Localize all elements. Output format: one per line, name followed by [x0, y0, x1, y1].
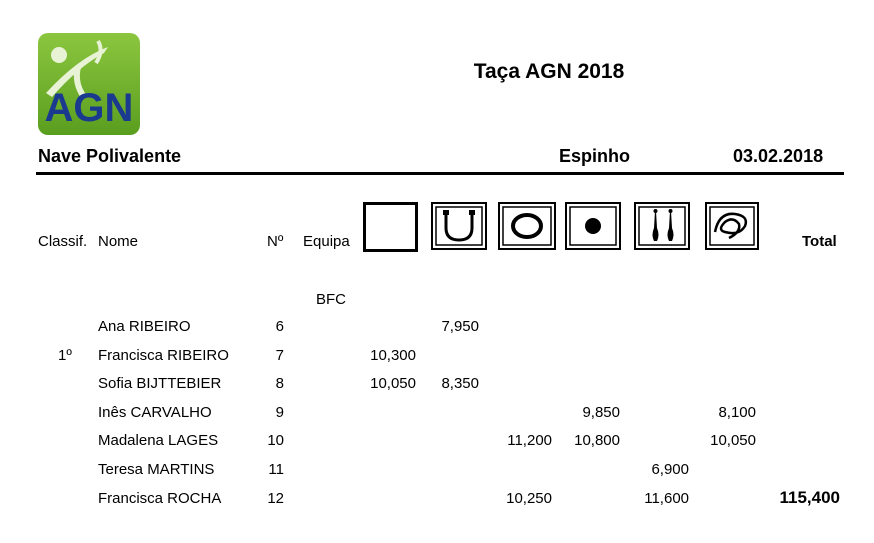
col-team-header: Equipa — [303, 233, 350, 250]
row-number: 12 — [267, 490, 284, 507]
row-name: Teresa MARTINS — [98, 461, 215, 478]
row-score: 10,300 — [370, 347, 416, 364]
row-name: Francisca ROCHA — [98, 490, 222, 507]
col-number-header: Nº — [267, 233, 284, 250]
clubs-icon — [634, 202, 690, 255]
row-score: 8,100 — [718, 404, 756, 421]
row-score: 11,600 — [644, 490, 689, 507]
row-name: Francisca RIBEIRO — [98, 347, 229, 364]
col-name-header: Nome — [98, 233, 139, 250]
ribbon-icon — [705, 202, 759, 255]
svg-text:AGN: AGN — [44, 86, 134, 130]
page-title: Taça AGN 2018 — [473, 60, 625, 83]
row-score: 6,900 — [651, 461, 689, 478]
row-score: 10,050 — [370, 375, 416, 392]
row-score: 7,950 — [441, 318, 479, 335]
row-number: 11 — [268, 461, 284, 478]
row-name: Inês CARVALHO — [98, 404, 212, 421]
grand-total: 115,400 — [779, 488, 840, 507]
header-divider — [36, 172, 844, 175]
square-icon — [363, 202, 418, 257]
col-total-header: Total — [802, 233, 837, 250]
row-name: Sofia BIJTTEBIER — [98, 375, 222, 392]
row-number: 9 — [275, 404, 284, 421]
agn-logo — [38, 33, 140, 135]
row-number: 7 — [275, 347, 284, 364]
col-classif-header: Classif. — [38, 233, 88, 250]
city-label: Espinho — [559, 146, 630, 166]
row-score: 11,200 — [507, 432, 552, 449]
row-number: 10 — [267, 432, 284, 449]
row-name: Madalena LAGES — [98, 432, 219, 449]
row-number: 6 — [275, 318, 284, 335]
venue-label: Nave Polivalente — [38, 146, 182, 166]
row-classif: 1º — [58, 347, 72, 364]
row-score: 10,250 — [506, 490, 552, 507]
row-score: 8,350 — [441, 375, 479, 392]
hoop-icon — [498, 202, 556, 255]
team-label: BFC — [316, 291, 346, 308]
ball-icon — [565, 202, 621, 255]
row-score: 10,800 — [574, 432, 620, 449]
row-name: Ana RIBEIRO — [98, 318, 191, 335]
row-number: 8 — [275, 375, 284, 392]
date-label: 03.02.2018 — [733, 146, 824, 166]
row-score: 9,850 — [582, 404, 620, 421]
rope-icon — [431, 202, 487, 255]
row-score: 10,050 — [710, 432, 756, 449]
